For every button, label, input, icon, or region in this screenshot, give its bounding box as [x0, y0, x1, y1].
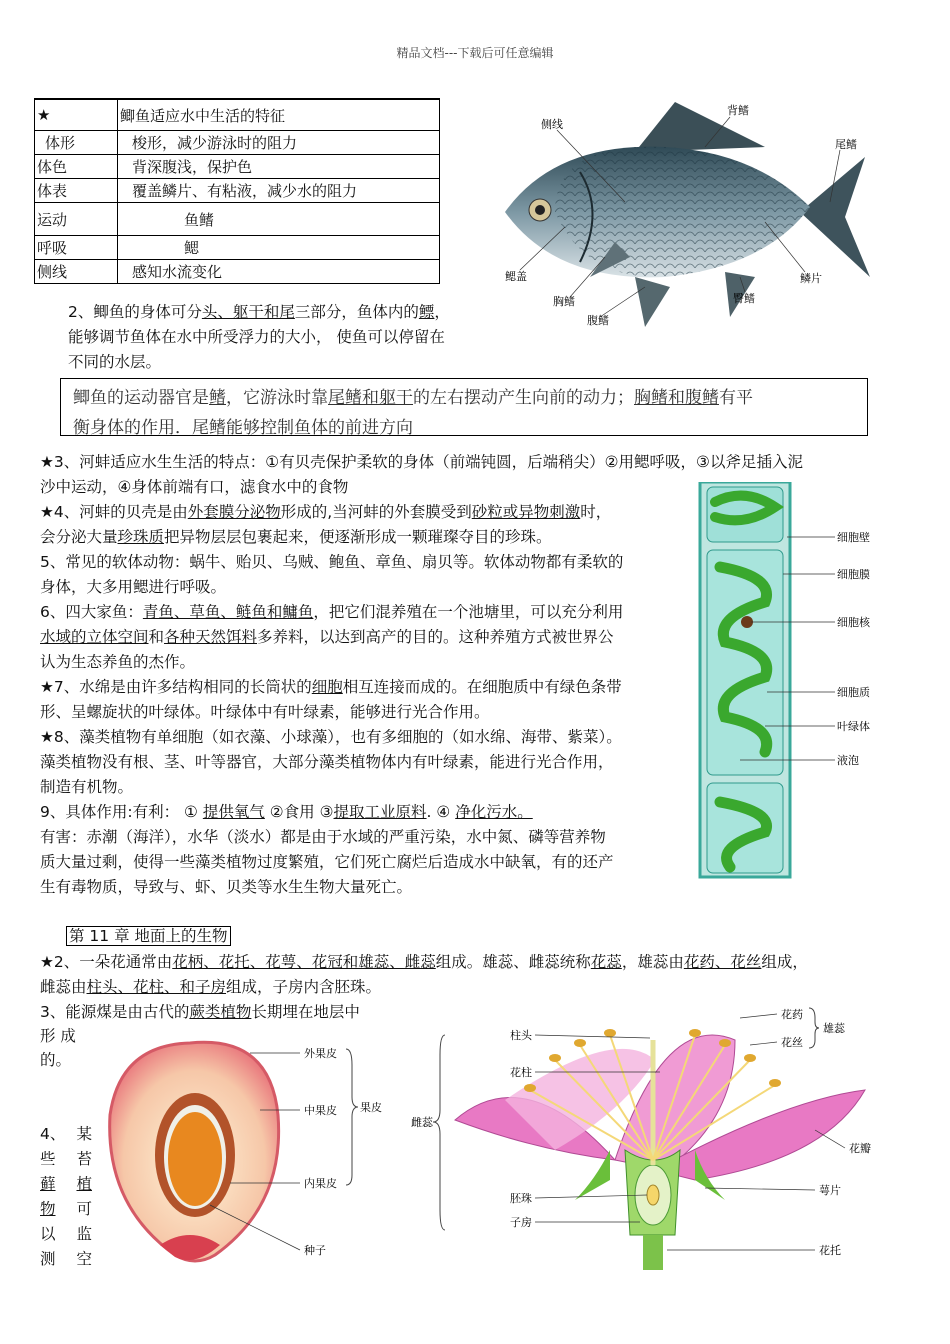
label-style: 花柱 — [510, 1066, 532, 1079]
c4-row: 藓 植 — [40, 1175, 92, 1193]
label-pectoral-fin: 胸鳍 — [553, 295, 575, 308]
label-stigma: 柱头 — [510, 1029, 532, 1042]
fruit-illustration — [100, 1035, 400, 1270]
p5-line1: 5、常见的软体动物：蜗牛、贻贝、乌贼、鲍鱼、章鱼、扇贝等。软体动物都有柔软的 — [40, 553, 624, 571]
label-ovary: 子房 — [510, 1216, 532, 1229]
label-mesocarp: 中果皮 — [304, 1104, 337, 1117]
table-header-row — [35, 99, 440, 131]
c4-row: 以 监 — [40, 1225, 92, 1243]
label-ovule: 胚珠 — [510, 1192, 532, 1205]
c2-line2: 雌蕊由柱头、花柱、和子房组成，子房内含胚珠。 — [40, 978, 382, 996]
label-scale: 鳞片 — [800, 272, 822, 285]
table-key: 呼吸 — [35, 236, 118, 260]
p3-line1: ★3、河蚌适应水生生活的特点：①有贝壳保护柔软的身体（前端钝圆，后端稍尖）②用鳃呼吸，③以斧足插入泥 — [40, 453, 803, 471]
c3-line3: 的。 — [40, 1051, 72, 1069]
p6-line2: 水域的立体空间和各种天然饵料多养料，以达到高产的目的。这种养殖方式被世界公 — [40, 628, 614, 646]
label-pistil: 雌蕊 — [411, 1116, 433, 1129]
p7-line1: ★7、水绵是由许多结构相同的长筒状的细胞相互连接而成的。在细胞质中有绿色条带 — [40, 678, 622, 696]
chapter-heading: 第 11 章 地面上的生物 — [66, 924, 231, 948]
label-pelvic-fin: 腹鳍 — [587, 314, 609, 327]
note-line2: 衡身体的作用．尾鳍能够控制鱼体的前进方向 — [73, 418, 413, 436]
p2-line2: 能够调节鱼体在水中所受浮力的大小， 使鱼可以停留在 — [68, 328, 445, 346]
c3-line1: 3、能源煤是由古代的蕨类植物长期埋在地层中 — [40, 1003, 360, 1021]
label-stamen: 雄蕊 — [823, 1022, 845, 1035]
label-chloroplast: 叶绿体 — [837, 720, 870, 733]
p9-line4: 生有毒物质，导致与、虾、贝类等水生生物大量死亡。 — [40, 878, 413, 896]
flower-illustration — [405, 1000, 885, 1270]
table-row — [35, 179, 440, 203]
table-row — [35, 203, 440, 236]
note-line1: 鲫鱼的运动器官是鳍，它游泳时靠尾鳍和躯干的左右摆动产生向前的动力；胸鳍和腹鳍有平 — [73, 388, 753, 408]
c4-row: 测 空 — [40, 1250, 92, 1268]
table-value: 背深腹浅，保护色 — [118, 155, 440, 179]
table-value: 感知水流变化 — [118, 260, 440, 284]
p5-line2: 身体，大多用鳃进行呼吸。 — [40, 578, 227, 596]
p6-line3: 认为生态养鱼的杰作。 — [40, 653, 196, 671]
table-title: 鲫鱼适应水中生活的特征 — [118, 99, 440, 131]
c3-line2: 形 成 — [40, 1027, 76, 1045]
table-row — [35, 155, 440, 179]
table-star: ★ — [35, 99, 118, 131]
p9-line1: 9、具体作用:有利： ① 提供氧气 ②食用 ③提取工业原料. ④ 净化污水。 — [40, 803, 533, 821]
p4-line2: 会分泌大量珍珠质把异物层层包裹起来，便逐渐形成一颗璀璨夺目的珍珠。 — [40, 528, 552, 546]
label-dorsal-fin: 背鳍 — [727, 104, 749, 117]
p2-line1: 2、鲫鱼的身体可分头、躯干和尾三部分，鱼体内的鳔， — [68, 303, 450, 321]
label-seed: 种子 — [304, 1244, 326, 1257]
p2-line3: 不同的水层。 — [68, 353, 162, 371]
p9-line3: 质大量过剩，使得一些藻类植物过度繁殖，它们死亡腐烂后造成水中缺氧，有的还产 — [40, 853, 614, 871]
table-row — [35, 236, 440, 260]
c4-row: 物 可 — [40, 1200, 92, 1218]
c4-row: 4、 某 — [40, 1125, 92, 1143]
table-key: 运动 — [35, 203, 118, 236]
label-petal: 花瓣 — [849, 1142, 871, 1155]
table-value: 梭形，减少游泳时的阻力 — [118, 131, 440, 155]
c2-line1: ★2、一朵花通常由花柄、花托、花萼、花冠和雄蕊、雌蕊组成。雄蕊、雌蕊统称花蕊，雄蕊由花药、花丝组成， — [40, 953, 808, 971]
p6-line1: 6、四大家鱼：青鱼、草鱼、鲢鱼和鳙鱼，把它们混养殖在一个池塘里，可以充分利用 — [40, 603, 624, 621]
fish-feature-table — [34, 98, 440, 284]
table-key: 体表 — [35, 179, 118, 203]
label-sepal: 萼片 — [819, 1184, 841, 1197]
table-value: 鱼鳍 — [118, 203, 440, 236]
table-row — [35, 260, 440, 284]
spirogyra-illustration — [695, 482, 895, 882]
label-pericarp: 果皮 — [360, 1101, 382, 1114]
table-row — [35, 131, 440, 155]
table-value: 覆盖鳞片、有粘液，减少水的阻力 — [118, 179, 440, 203]
p4-line1: ★4、河蚌的贝壳是由外套膜分泌物形成的,当河蚌的外套膜受到砂粒或异物刺激时， — [40, 503, 612, 521]
label-anal-fin: 臀鳍 — [733, 292, 755, 305]
label-anther: 花药 — [781, 1008, 803, 1021]
p8-line3: 制造有机物。 — [40, 778, 134, 796]
p3-line2: 沙中运动，④身体前端有口，滤食水中的食物 — [40, 478, 349, 496]
label-filament: 花丝 — [781, 1036, 803, 1049]
p8-line1: ★8、藻类植物有单细胞（如衣藻、小球藻），也有多细胞的（如水绵、海带、紫菜）。 — [40, 728, 622, 746]
label-cell-membrane: 细胞膜 — [837, 568, 870, 581]
label-vacuole: 液泡 — [837, 754, 859, 767]
p8-line2: 藻类植物没有根、茎、叶等器官，大部分藻类植物体内有叶绿素，能进行光合作用， — [40, 753, 614, 771]
p9-line2: 有害：赤潮（海洋），水华（淡水）都是由于水域的严重污染，水中氮、磷等营养物 — [40, 828, 606, 846]
label-receptacle: 花托 — [819, 1244, 841, 1257]
label-gill-cover: 鳃盖 — [505, 270, 527, 283]
table-key: 侧线 — [35, 260, 118, 284]
label-tail-fin: 尾鳍 — [835, 138, 857, 151]
label-cell-nucleus: 细胞核 — [837, 616, 870, 629]
c4-row: 些 苔 — [40, 1150, 92, 1168]
table-key: 体色 — [35, 155, 118, 179]
table-key: 体形 — [35, 131, 118, 155]
c4-column — [40, 1122, 92, 1272]
label-cytoplasm: 细胞质 — [837, 686, 870, 699]
label-endocarp: 内果皮 — [304, 1177, 337, 1190]
label-cell-wall: 细胞壁 — [837, 531, 870, 544]
fish-movement-note — [60, 378, 868, 436]
p7-line2: 形、呈螺旋状的叶绿体。叶绿体中有叶绿素，能够进行光合作用。 — [40, 703, 490, 721]
page-header: 精品文档---下载后可任意编辑 — [396, 46, 554, 60]
label-exocarp: 外果皮 — [304, 1047, 337, 1060]
label-lateral-line: 侧线 — [541, 118, 563, 131]
table-value: 鳃 — [118, 236, 440, 260]
fish-illustration — [495, 92, 875, 332]
